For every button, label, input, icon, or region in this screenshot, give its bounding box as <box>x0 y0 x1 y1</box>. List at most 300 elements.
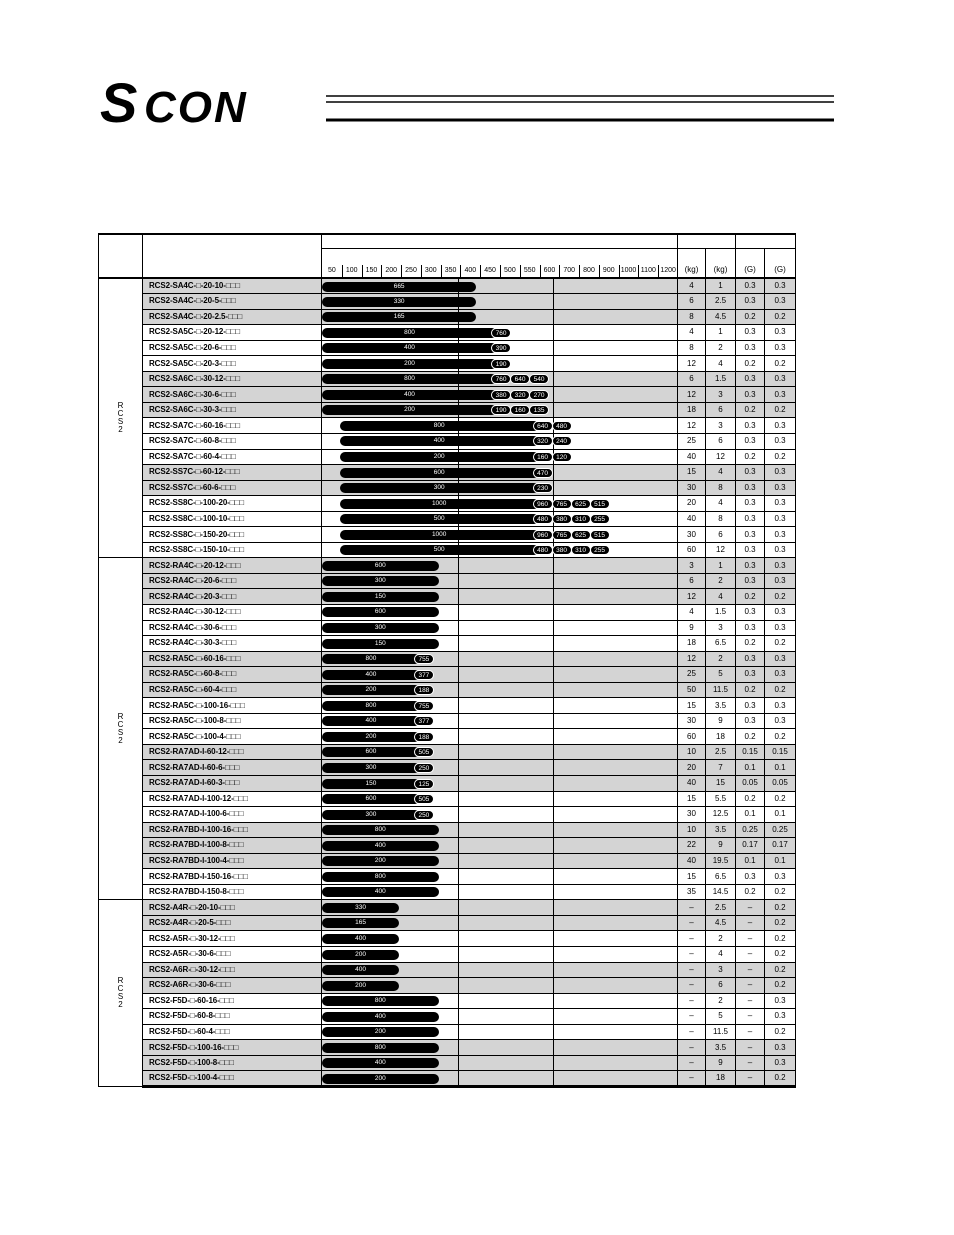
spec-value: – <box>736 900 765 916</box>
model-name: RCS2-SA5C-□-20-3-□□□ <box>143 356 322 372</box>
stroke-bar: 200 <box>322 732 420 742</box>
stroke-bar: 1000 <box>340 499 539 509</box>
spec-value: 0.2 <box>765 402 796 418</box>
spec-value: 15 <box>706 776 736 792</box>
spec-value: 3 <box>706 620 736 636</box>
spec-value: – <box>736 947 765 963</box>
stroke-chart <box>322 807 678 823</box>
model-name: RCS2-A5R-□-30-6-□□□ <box>143 947 322 963</box>
scale-tick-label: 50 <box>327 267 336 274</box>
spec-value: 5.5 <box>706 791 736 807</box>
spec-value: 25 <box>678 667 706 683</box>
series-letter: R <box>117 976 124 986</box>
stroke-bar: 400 <box>322 1058 439 1068</box>
spec-value: 0.2 <box>736 402 765 418</box>
spec-value: – <box>736 1055 765 1071</box>
spec-value: 8 <box>678 340 706 356</box>
table-row <box>99 325 796 341</box>
spec-value: – <box>736 962 765 978</box>
stroke-bar: 400 <box>322 841 439 851</box>
speed-limit-pill: 390 <box>491 343 511 353</box>
model-name: RCS2-F5D-□-60-16-□□□ <box>143 993 322 1009</box>
spec-value: 0.3 <box>736 651 765 667</box>
stroke-bar: 400 <box>322 934 399 944</box>
spec-value: 0.15 <box>736 744 765 760</box>
speed-limit-pill: 755 <box>414 654 434 664</box>
spec-value: 0.15 <box>765 744 796 760</box>
speed-limit-pill: 250 <box>414 763 434 773</box>
series-letter: S <box>117 727 124 737</box>
model-name: RCS2-RA7BD-I-100-16-□□□ <box>143 822 322 838</box>
specification-table <box>98 233 796 1088</box>
stroke-bar: 400 <box>322 1012 439 1022</box>
spec-value: 0.2 <box>736 356 765 372</box>
spec-value: 40 <box>678 449 706 465</box>
table-row <box>99 356 796 372</box>
scale-tick-label: 600 <box>543 267 556 274</box>
spec-value: 40 <box>678 853 706 869</box>
spec-value: 8 <box>678 309 706 325</box>
speed-limit-pill: 377 <box>414 716 434 726</box>
table-row <box>99 340 796 356</box>
stroke-bar: 165 <box>322 918 399 928</box>
model-name: RCS2-SA7C-□-60-4-□□□ <box>143 449 322 465</box>
speed-limit-pill: 640 <box>510 374 530 384</box>
spec-value: 4 <box>678 604 706 620</box>
table-row <box>99 1040 796 1056</box>
speed-limit-pill: 160 <box>510 405 530 415</box>
spec-value: 0.1 <box>765 807 796 823</box>
stroke-bar: 200 <box>322 359 497 369</box>
table-row <box>99 900 796 916</box>
model-name: RCS2-RA7BD-I-150-8-□□□ <box>143 884 322 900</box>
spec-value: 0.3 <box>765 294 796 310</box>
spec-value: 40 <box>678 776 706 792</box>
spec-value: 9 <box>706 838 736 854</box>
spec-value: 0.3 <box>736 542 765 558</box>
model-name: RCS2-RA4C-□-20-3-□□□ <box>143 589 322 605</box>
spec-value: – <box>678 1009 706 1025</box>
spec-value: – <box>678 931 706 947</box>
series-letter: C <box>117 719 124 729</box>
spec-value: 12 <box>706 449 736 465</box>
stroke-bar: 800 <box>340 421 539 431</box>
spec-value: – <box>736 1009 765 1025</box>
spec-value: – <box>678 915 706 931</box>
spec-value: 0.25 <box>765 822 796 838</box>
stroke-bar: 1000 <box>340 530 539 540</box>
spec-value: 0.3 <box>736 496 765 512</box>
spec-value: 0.3 <box>736 371 765 387</box>
table-row <box>99 807 796 823</box>
spec-value: – <box>736 915 765 931</box>
spec-value: – <box>678 1024 706 1040</box>
stroke-chart <box>322 915 678 931</box>
logo-con: CON <box>144 83 248 126</box>
table-row <box>99 760 796 776</box>
unit-label: (kg) <box>706 248 736 278</box>
table-row <box>99 371 796 387</box>
model-name: RCS2-RA5C-□-60-16-□□□ <box>143 651 322 667</box>
spec-value: 14.5 <box>706 884 736 900</box>
speed-limit-pill: 960 <box>533 530 553 540</box>
table-row <box>99 636 796 652</box>
spec-value: 2 <box>706 573 736 589</box>
speed-limit-pill: 505 <box>414 747 434 757</box>
speed-limit-pill: 760 <box>491 328 511 338</box>
stroke-chart <box>322 402 678 418</box>
scale-tick-label: 1100 <box>640 267 656 274</box>
spec-value: 0.2 <box>765 884 796 900</box>
stroke-bar: 400 <box>322 390 497 400</box>
spec-value: 0.1 <box>765 853 796 869</box>
model-name: RCS2-SA7C-□-60-8-□□□ <box>143 433 322 449</box>
model-name: RCS2-RA7BD-I-100-8-□□□ <box>143 838 322 854</box>
stroke-chart <box>322 993 678 1009</box>
spec-value: 0.2 <box>765 729 796 745</box>
model-name: RCS2-SS8C-□-100-20-□□□ <box>143 496 322 512</box>
stroke-chart <box>322 744 678 760</box>
spec-value: 20 <box>678 496 706 512</box>
speed-limit-pill: 380 <box>552 514 572 524</box>
table-row <box>99 309 796 325</box>
stroke-bar: 330 <box>322 903 399 913</box>
spec-value: 0.3 <box>765 371 796 387</box>
spec-value: 0.3 <box>765 527 796 543</box>
stroke-bar: 800 <box>322 328 497 338</box>
spec-value: 0.2 <box>765 915 796 931</box>
spec-value: – <box>678 978 706 994</box>
spec-value: 0.17 <box>765 838 796 854</box>
model-name: RCS2-SA4C-□-20-5-□□□ <box>143 294 322 310</box>
spec-value: 0.2 <box>765 791 796 807</box>
spec-value: 0.3 <box>765 496 796 512</box>
model-name: RCS2-RA7AD-I-60-6-□□□ <box>143 760 322 776</box>
spec-value: 4 <box>706 947 736 963</box>
model-name: RCS2-RA5C-□-60-4-□□□ <box>143 682 322 698</box>
unit-label: (G) <box>736 248 765 278</box>
spec-value: 0.3 <box>765 869 796 885</box>
model-name: RCS2-RA4C-□-20-12-□□□ <box>143 558 322 574</box>
spec-value: – <box>678 993 706 1009</box>
stroke-chart <box>322 325 678 341</box>
spec-value: 2 <box>706 340 736 356</box>
spec-value: 6 <box>706 402 736 418</box>
spec-value: 0.2 <box>736 449 765 465</box>
speed-limit-pill: 240 <box>552 436 572 446</box>
spec-value: 0.2 <box>736 589 765 605</box>
speed-limit-pill: 755 <box>414 701 434 711</box>
table-row <box>99 620 796 636</box>
stroke-chart <box>322 496 678 512</box>
stroke-chart <box>322 947 678 963</box>
table-row <box>99 993 796 1009</box>
table-row <box>99 822 796 838</box>
model-name: RCS2-RA7AD-I-60-3-□□□ <box>143 776 322 792</box>
series-letter: 2 <box>118 1000 123 1010</box>
stroke-bar: 200 <box>322 981 399 991</box>
stroke-bar: 800 <box>322 701 420 711</box>
stroke-chart <box>322 884 678 900</box>
stroke-bar: 400 <box>322 670 420 680</box>
table-row <box>99 433 796 449</box>
stroke-bar: 800 <box>322 374 497 384</box>
series-letter: S <box>117 992 124 1002</box>
speed-limit-pill: 515 <box>590 499 610 509</box>
series-letter: 2 <box>118 735 123 745</box>
spec-value: 2.5 <box>706 900 736 916</box>
model-name: RCS2-SS7C-□-60-6-□□□ <box>143 480 322 496</box>
stroke-chart <box>322 1024 678 1040</box>
spec-value: 3 <box>706 387 736 403</box>
spec-value: 0.3 <box>765 1055 796 1071</box>
spec-value: – <box>678 1055 706 1071</box>
spec-value: 0.3 <box>765 993 796 1009</box>
stroke-chart <box>322 900 678 916</box>
model-name: RCS2-SA5C-□-20-12-□□□ <box>143 325 322 341</box>
spec-value: 3 <box>706 418 736 434</box>
model-name: RCS2-RA7AD-I-60-12-□□□ <box>143 744 322 760</box>
spec-value: 3 <box>678 558 706 574</box>
stroke-chart <box>322 931 678 947</box>
stroke-bar: 400 <box>340 436 539 446</box>
stroke-chart <box>322 387 678 403</box>
series-letter: S <box>117 417 124 427</box>
table-row <box>99 1009 796 1025</box>
spec-value: 0.3 <box>765 480 796 496</box>
stroke-bar: 800 <box>322 872 439 882</box>
spec-value: 60 <box>678 542 706 558</box>
stroke-chart <box>322 962 678 978</box>
stroke-scale <box>322 248 678 278</box>
stroke-chart <box>322 636 678 652</box>
stroke-chart <box>322 356 678 372</box>
spec-value: 7 <box>706 760 736 776</box>
model-name: RCS2-RA5C-□-100-4-□□□ <box>143 729 322 745</box>
table-row <box>99 869 796 885</box>
spec-value: 0.3 <box>765 713 796 729</box>
stroke-chart <box>322 698 678 714</box>
scale-tick-label: 550 <box>523 267 536 274</box>
stroke-bar: 800 <box>322 825 439 835</box>
spec-value: 0.2 <box>736 682 765 698</box>
spec-value: 0.3 <box>736 713 765 729</box>
table-row <box>99 713 796 729</box>
spec-value: 6.5 <box>706 869 736 885</box>
scon-logo <box>100 78 840 126</box>
table-row <box>99 651 796 667</box>
spec-value: 0.2 <box>765 589 796 605</box>
spec-value: 8 <box>706 511 736 527</box>
stroke-bar: 200 <box>340 452 539 462</box>
spec-value: 0.3 <box>736 604 765 620</box>
spec-value: 0.3 <box>765 651 796 667</box>
series-label <box>99 278 143 558</box>
speed-limit-pill: 470 <box>533 468 553 478</box>
speed-limit-pill: 230 <box>533 483 553 493</box>
stroke-chart <box>322 309 678 325</box>
speed-limit-pill: 190 <box>491 405 511 415</box>
spec-value: 0.3 <box>736 558 765 574</box>
scale-tick-label: 500 <box>504 267 516 274</box>
model-name: RCS2-RA7AD-I-100-6-□□□ <box>143 807 322 823</box>
scale-tick-label: 150 <box>365 267 378 274</box>
spec-value: 10 <box>678 744 706 760</box>
stroke-bar: 150 <box>322 639 439 649</box>
spec-value: 4 <box>678 325 706 341</box>
spec-value: 12 <box>678 589 706 605</box>
spec-value: 19.5 <box>706 853 736 869</box>
spec-value: 6 <box>678 371 706 387</box>
model-name: RCS2-RA7BD-I-150-16-□□□ <box>143 869 322 885</box>
table-row <box>99 573 796 589</box>
stroke-bar: 300 <box>322 810 420 820</box>
speed-limit-pill: 380 <box>491 390 511 400</box>
table-row <box>99 496 796 512</box>
stroke-chart <box>322 776 678 792</box>
model-name: RCS2-RA7BD-I-100-4-□□□ <box>143 853 322 869</box>
scale-tick-label: 350 <box>444 267 457 274</box>
model-name: RCS2-SA4C-□-20-2.5-□□□ <box>143 309 322 325</box>
table-row <box>99 682 796 698</box>
spec-value: 1.5 <box>706 604 736 620</box>
spec-value: 0.3 <box>736 418 765 434</box>
model-name: RCS2-F5D-□-60-8-□□□ <box>143 1009 322 1025</box>
scale-tick-label: 450 <box>484 267 496 274</box>
stroke-bar: 600 <box>322 607 439 617</box>
spec-value: 12 <box>678 418 706 434</box>
unit-label: (G) <box>765 248 796 278</box>
spec-value: 30 <box>678 527 706 543</box>
spec-value: 0.3 <box>736 387 765 403</box>
table-row <box>99 480 796 496</box>
stroke-chart <box>322 480 678 496</box>
spec-value: 0.2 <box>765 449 796 465</box>
spec-value: 25 <box>678 433 706 449</box>
stroke-chart <box>322 1055 678 1071</box>
spec-value: 0.1 <box>736 760 765 776</box>
spec-value: 0.3 <box>765 387 796 403</box>
table-row <box>99 294 796 310</box>
scale-tick-label: 1200 <box>660 267 676 274</box>
speed-limit-pill: 515 <box>590 530 610 540</box>
spec-value: 4.5 <box>706 915 736 931</box>
stroke-chart <box>322 371 678 387</box>
table-row <box>99 589 796 605</box>
model-name: RCS2-A6R-□-30-12-□□□ <box>143 962 322 978</box>
spec-value: 0.2 <box>736 791 765 807</box>
table-row <box>99 947 796 963</box>
spec-value: – <box>736 978 765 994</box>
speed-limit-pill: 255 <box>590 514 610 524</box>
table-row <box>99 1071 796 1087</box>
scale-tick-label: 250 <box>405 267 417 274</box>
table-row <box>99 387 796 403</box>
model-name: RCS2-SS8C-□-150-20-□□□ <box>143 527 322 543</box>
model-name: RCS2-A5R-□-30-12-□□□ <box>143 931 322 947</box>
stroke-bar: 150 <box>322 592 439 602</box>
spec-value: 2.5 <box>706 294 736 310</box>
speed-limit-pill: 480 <box>533 545 553 555</box>
scale-tick-label: 100 <box>345 267 358 274</box>
spec-value: 12 <box>678 356 706 372</box>
spec-value: 35 <box>678 884 706 900</box>
spec-value: – <box>736 1040 765 1056</box>
series-label <box>99 558 143 900</box>
series-label <box>99 900 143 1087</box>
table-row <box>99 1024 796 1040</box>
spec-value: 0.2 <box>765 962 796 978</box>
spec-value: 6 <box>678 573 706 589</box>
series-letter: C <box>117 409 124 419</box>
table-row <box>99 542 796 558</box>
stroke-chart <box>322 294 678 310</box>
spec-value: 0.2 <box>736 884 765 900</box>
stroke-bar: 165 <box>322 312 476 322</box>
spec-value: 4 <box>706 356 736 372</box>
spec-value: 0.3 <box>736 325 765 341</box>
stroke-chart <box>322 1071 678 1087</box>
model-name: RCS2-SA6C-□-30-12-□□□ <box>143 371 322 387</box>
speed-limit-pill: 505 <box>414 794 434 804</box>
table-row <box>99 853 796 869</box>
stroke-chart <box>322 620 678 636</box>
spec-value: 3.5 <box>706 1040 736 1056</box>
spec-value: 0.3 <box>765 573 796 589</box>
spec-value: 9 <box>706 713 736 729</box>
speed-limit-pill: 120 <box>552 452 572 462</box>
stroke-bar: 665 <box>322 282 476 292</box>
spec-value: 0.3 <box>736 698 765 714</box>
speed-limit-pill: 188 <box>414 685 434 695</box>
table-row <box>99 791 796 807</box>
spec-value: 0.2 <box>765 947 796 963</box>
spec-value: 18 <box>706 729 736 745</box>
model-name: RCS2-RA5C-□-100-16-□□□ <box>143 698 322 714</box>
stroke-bar: 150 <box>322 779 420 789</box>
stroke-bar: 400 <box>322 887 439 897</box>
stroke-chart <box>322 978 678 994</box>
model-name: RCS2-RA4C-□-30-3-□□□ <box>143 636 322 652</box>
spec-value: 1 <box>706 278 736 294</box>
spec-value: 0.2 <box>765 309 796 325</box>
series-letter: R <box>117 711 124 721</box>
stroke-chart <box>322 340 678 356</box>
model-name: RCS2-A6R-□-30-6-□□□ <box>143 978 322 994</box>
stroke-chart <box>322 1040 678 1056</box>
spec-value: 3.5 <box>706 822 736 838</box>
table-row <box>99 465 796 481</box>
stroke-chart <box>322 869 678 885</box>
scale-tick-label: 800 <box>583 267 595 274</box>
spec-value: 15 <box>678 869 706 885</box>
spec-value: 0.3 <box>765 698 796 714</box>
speed-limit-pill: 760 <box>491 374 511 384</box>
spec-value: 0.3 <box>736 869 765 885</box>
spec-value: 1.5 <box>706 371 736 387</box>
stroke-chart <box>322 729 678 745</box>
model-name: RCS2-SS8C-□-100-10-□□□ <box>143 511 322 527</box>
speed-limit-pill: 765 <box>552 530 572 540</box>
spec-value: 22 <box>678 838 706 854</box>
spec-value: 0.1 <box>736 853 765 869</box>
stroke-chart <box>322 822 678 838</box>
spec-value: 0.05 <box>736 776 765 792</box>
stroke-chart <box>322 527 678 543</box>
spec-value: 0.3 <box>765 325 796 341</box>
stroke-chart <box>322 573 678 589</box>
spec-value: 4 <box>706 496 736 512</box>
